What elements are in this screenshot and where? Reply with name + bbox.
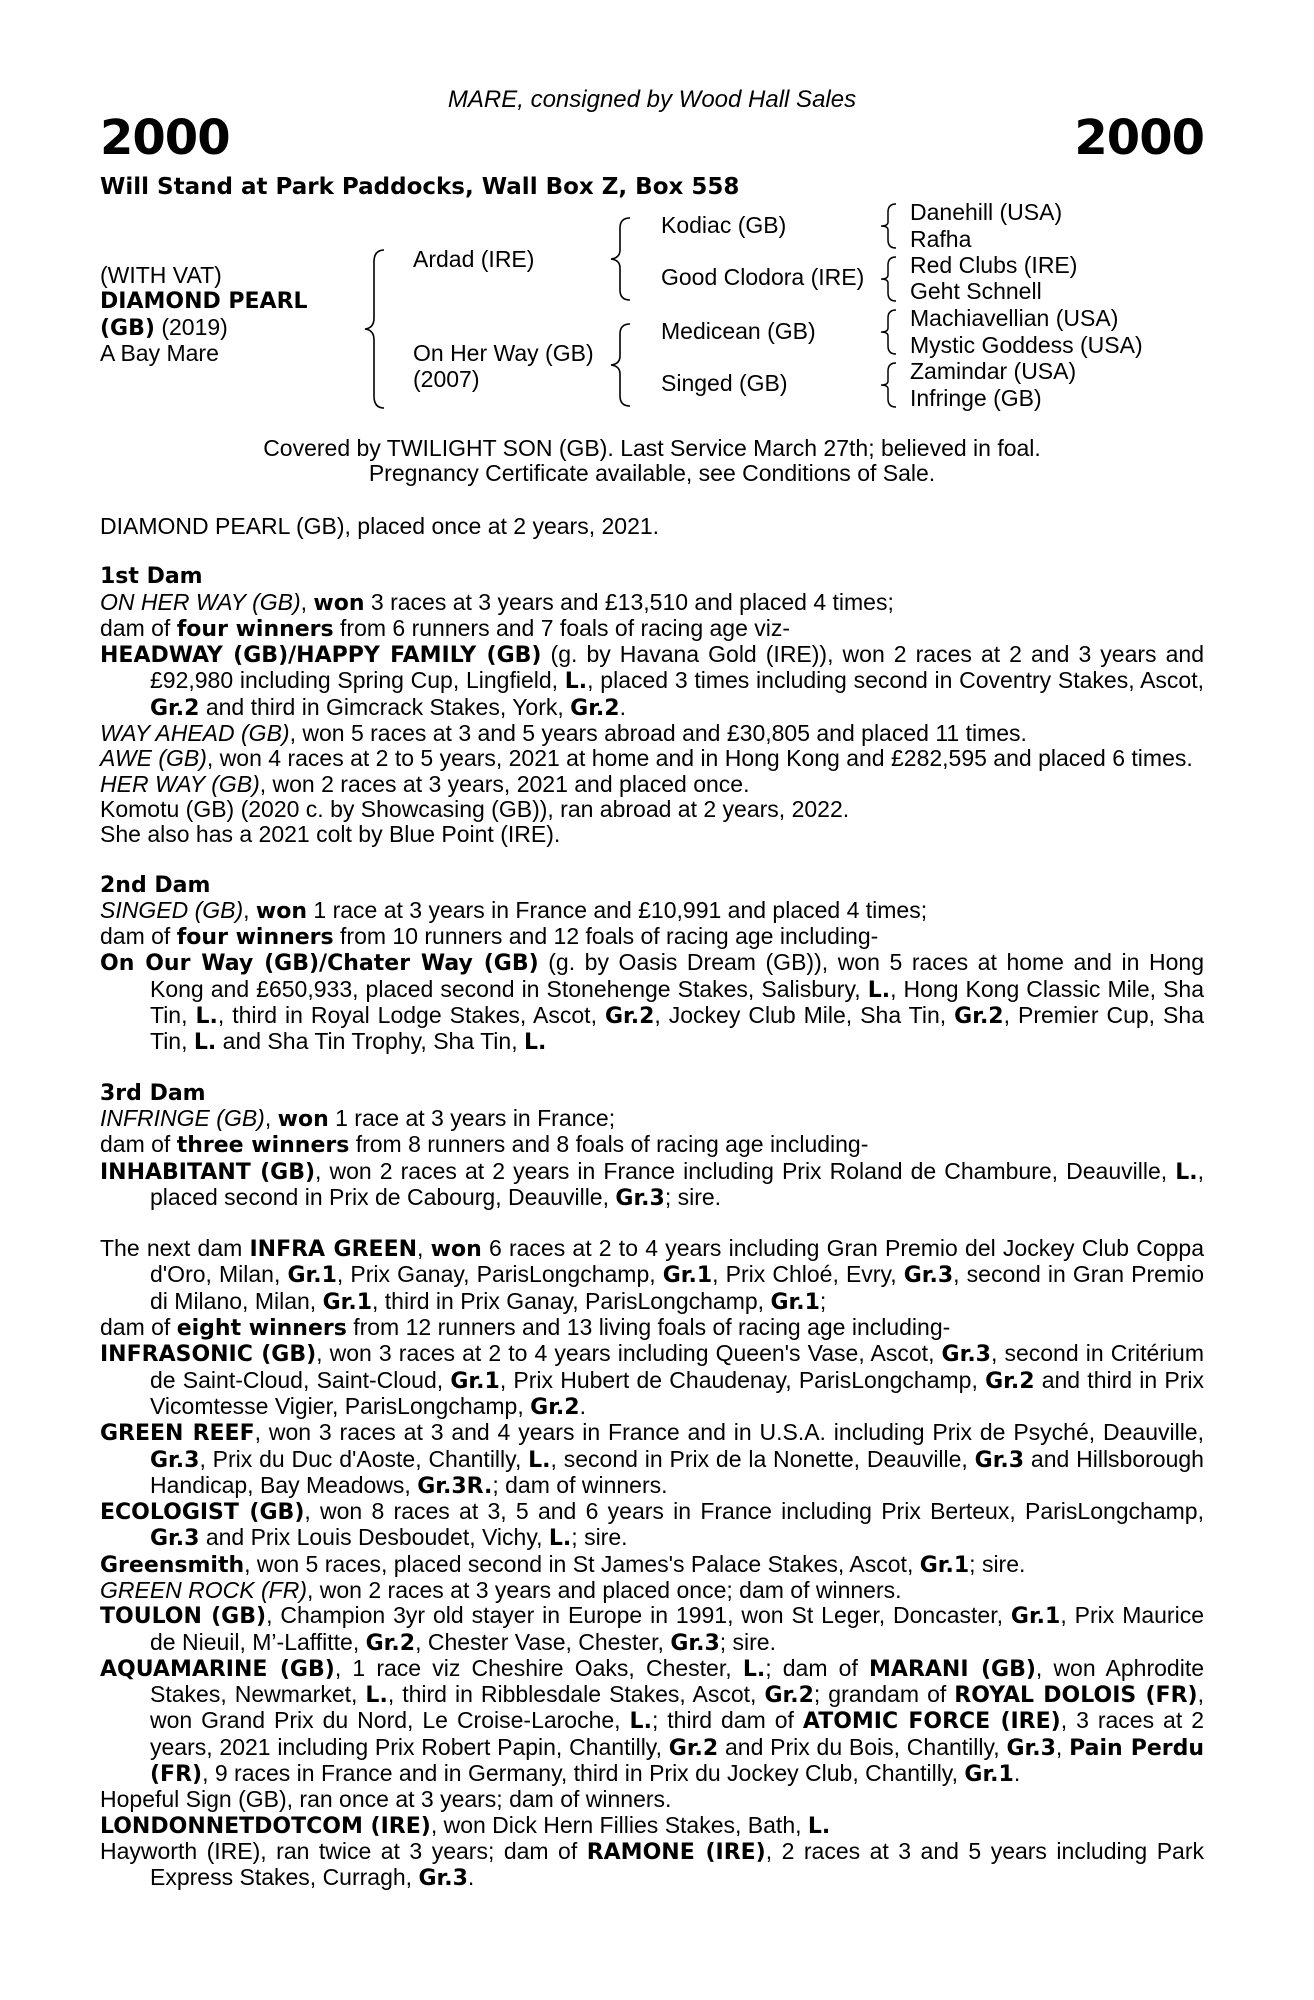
catalogue-page (100, 0, 1204, 2000)
winners-count: eight winners (176, 1316, 347, 1342)
horse-name: Pain Perdu (FR) (150, 1735, 1205, 1788)
horse-name: ROYAL DOLOIS (FR) (954, 1683, 1198, 1709)
dam-name: INFRINGE (GB) (100, 1104, 265, 1131)
lot-number-left: 2000 (100, 110, 230, 166)
text: , third in Prix Ganay, ParisLongchamp, (372, 1287, 771, 1314)
text: , won 3 races at 3 and 4 years in France and in U.S.A. including Prix de Psyché, Deauville, (254, 1419, 1204, 1446)
produce-entry (100, 1341, 1204, 1420)
grade: Gr.2 (668, 1735, 719, 1761)
produce-entry (100, 1499, 1204, 1552)
horse-name: LONDONNETDOTCOM (IRE) (100, 1813, 431, 1839)
winners-count: three winners (176, 1133, 350, 1159)
text: , Prix Hubert de Chaudenay, ParisLongchamp, (499, 1366, 986, 1393)
grade: Gr.1 (322, 1289, 373, 1315)
horse-country-year (100, 315, 228, 341)
grade: L. (195, 1004, 218, 1030)
text: , third in Royal Lodge Stakes, Ascot, (217, 1002, 605, 1029)
covered-line-2: Pregnancy Certificate available, see Conditions of Sale. (368, 460, 936, 486)
grade: L. (1175, 1159, 1198, 1185)
dam-dam: Singed (GB) (661, 370, 788, 396)
text: (g. by Oasis Dream (GB)), won 5 races at home and in Hong Kong and £650,933, placed second in Stonehenge Stakes, Salisbury, (150, 949, 1204, 1002)
text: from 6 runners and 7 foals of racing age viz- (333, 614, 791, 641)
text: ; (819, 1287, 827, 1314)
produce-entry (100, 772, 1204, 797)
sire-dam: Good Clodora (IRE) (661, 264, 865, 290)
horse-name: AWE (GB) (100, 745, 207, 772)
horse-name: HEADWAY (GB)/HAPPY FAMILY (GB) (100, 643, 542, 669)
grade: Gr.1 (662, 1263, 713, 1289)
grade: Gr.2 (954, 1004, 1004, 1030)
grade: Gr.2 (604, 1004, 655, 1030)
dam: On Her Way (GB) (413, 340, 594, 366)
second-dam-record: SINGED (GB), won 1 race at 3 years in France and £10,991 and placed 4 times; (100, 896, 928, 924)
text: ; sire. (719, 1628, 776, 1655)
text: and third in Gimcrack Stakes, York, (199, 693, 571, 720)
text: 6 races at 2 to 4 years including Gran Premio del Jockey Club Coppa d'Oro, Milan, (150, 1235, 1205, 1288)
text: , second in Gran Premio di Milano, Milan, (150, 1261, 1205, 1314)
sire-dam-dam: Geht Schnell (910, 278, 1042, 304)
grade: Gr.2 (150, 695, 200, 721)
text: ; sire. (571, 1524, 628, 1551)
text: , Champion 3yr old stayer in Europe in 1991, won St Leger, Doncaster, (266, 1602, 1011, 1629)
horse-country: (GB) (100, 316, 155, 341)
text: and third in Prix Vicomtesse Vigier, ParisLongchamp, (150, 1366, 1204, 1419)
intro-line: DIAMOND PEARL (GB), placed once at 2 years, 2021. (100, 513, 660, 539)
text: , 1 race viz Cheshire Oaks, Chester, (334, 1654, 743, 1681)
text: from 12 runners and 13 living foals of racing age including- (346, 1314, 951, 1341)
text: and Hillsborough Handicap, Bay Meadows, (150, 1445, 1204, 1498)
grade: Gr.2 (365, 1630, 416, 1656)
text: , won 3 races at 2 to 4 years including Queen's Vase, Ascot, (316, 1340, 942, 1367)
text: ; dam of (765, 1654, 870, 1681)
text: . (579, 1392, 586, 1419)
covered-notice (100, 436, 1204, 486)
brace-g3 (876, 308, 906, 356)
produce-entry (100, 1420, 1204, 1499)
grade: L. (564, 669, 588, 695)
brace-sire-dam (362, 248, 402, 410)
text: , Hong Kong Classic Mile, Sha Tin, (150, 975, 1204, 1029)
won-label: won (255, 898, 308, 924)
text: , placed second in Prix de Cabourg, Deauville, (150, 1157, 1204, 1210)
grade: Gr.1 (964, 1762, 1014, 1788)
also-line: She also has a 2021 colt by Blue Point (IRE). (100, 821, 561, 848)
text: ; sire. (969, 1550, 1026, 1577)
produce-entry (100, 1578, 1204, 1603)
brace-g2 (876, 255, 906, 303)
grade: Gr.3 (150, 1447, 200, 1473)
text: , won Grand Prix du Nord, Le Croise-Laroche, (150, 1681, 1204, 1734)
text: and Prix du Bois, Chantilly, (718, 1733, 1007, 1760)
produce-entry (100, 1813, 1204, 1839)
dam-sire: Medicean (GB) (661, 318, 816, 344)
next-dam-record: The next dam INFRA GREEN, won 6 races at 2 to 4 years including Gran Premio del Jockey Club Coppa d'Oro, Milan, Gr.1, Prix Ganay, ParisLongchamp, Gr.1, Prix Chloé, Evry, Gr.3, second in Gran Premio di Milano, Milan, Gr.1, third in Prix Ganay, ParisLongchamp, Gr.1; (100, 1235, 1205, 1315)
text: from 8 runners and 8 foals of racing age including- (349, 1131, 869, 1158)
pedigree-table (100, 200, 1204, 430)
produce-entry (100, 721, 1204, 746)
text: , Premier Cup, Sha Tin, (150, 1002, 1204, 1055)
first-dam-record: ON HER WAY (GB), won 3 races at 3 years and £13,510 and placed 4 times; (100, 588, 894, 616)
winners-count: four winners (176, 616, 334, 642)
brace-sire-parents (608, 216, 648, 302)
brace-dam-parents (608, 322, 648, 408)
grade: Gr.2 (530, 1394, 580, 1420)
text: , Prix Ganay, ParisLongchamp, (336, 1261, 663, 1288)
text: , won Dick Hern Fillies Stakes, Bath, (430, 1811, 808, 1838)
sire-dam-sire: Red Clubs (IRE) (910, 252, 1078, 278)
text: , won 2 races at 2 years in France including Prix Roland de Chambure, Deauville, (315, 1157, 1176, 1184)
grade: L. (365, 1683, 388, 1709)
horse-name: ECOLOGIST (GB) (100, 1500, 305, 1526)
first-dam-heading: 1st Dam (100, 564, 203, 590)
text: ; third dam of (651, 1707, 803, 1734)
next-dam-produce (100, 1315, 1204, 1341)
grade: L. (193, 1030, 217, 1056)
grade: L. (807, 1813, 831, 1839)
dam-name: SINGED (GB) (100, 896, 244, 923)
horse-name: GREEN REEF (100, 1421, 255, 1447)
sire-sire: Kodiac (GB) (661, 212, 787, 238)
grade: L. (742, 1656, 766, 1682)
text: . (619, 693, 626, 720)
horse-name: GREEN ROCK (FR) (100, 1576, 307, 1603)
text: 1 race at 3 years in France; (328, 1104, 616, 1131)
text: , Chester Vase, Chester, (415, 1628, 671, 1655)
dam-dam-dam: Infringe (GB) (910, 385, 1042, 411)
produce-entry (100, 1552, 1204, 1578)
won-label: won (313, 590, 365, 616)
lot-number-right: 2000 (1074, 110, 1204, 166)
horse-name: RAMONE (IRE) (586, 1839, 766, 1865)
horse-name: Greensmith (100, 1552, 245, 1578)
horse-name: HER WAY (GB) (100, 770, 260, 797)
produce-entry (100, 1656, 1204, 1787)
text: 1 race at 3 years in France and £10,991 and placed 4 times; (307, 896, 928, 923)
grade: Gr.3 (150, 1526, 200, 1552)
horse-year: (2019) (154, 314, 228, 340)
text: ; sire. (664, 1183, 722, 1210)
text: , won 2 races at 3 years and placed once; dam of winners. (307, 1576, 902, 1603)
grade: Gr.3 (670, 1630, 720, 1656)
horse-name: TOULON (GB) (100, 1604, 267, 1630)
text: (g. by Havana Gold (IRE)), won 2 races at 2 and 3 years and £92,980 including Spring Cup, Lingfield, (150, 641, 1204, 694)
text: , second in Prix de la Nonette, Deauville, (550, 1445, 975, 1472)
produce-record (100, 514, 1204, 1892)
text: , won Aphrodite Stakes, Newmarket, (150, 1654, 1205, 1708)
grade: L. (528, 1447, 551, 1473)
grade: Gr.2 (764, 1683, 814, 1709)
horse-name: INFRASONIC (GB) (100, 1342, 317, 1368)
dam-name: INFRA GREEN (249, 1237, 418, 1263)
third-dam-heading: 3rd Dam (100, 1080, 206, 1106)
text: , 3 races at 2 years, 2021 including Prix Robert Papin, Chantilly, (150, 1707, 1204, 1760)
horse-name: WAY AHEAD (GB) (100, 720, 290, 747)
text: dam of (100, 1314, 177, 1341)
produce-entry (100, 1839, 1204, 1892)
text: dam of (100, 614, 177, 641)
produce-entry (100, 642, 1204, 721)
text: , Prix Maurice de Nieuil, M’-Laffitte, (150, 1602, 1204, 1655)
text: The next dam (100, 1235, 250, 1262)
produce-entry: Hopeful Sign (GB), ran once at 3 years; dam of winners. (100, 1786, 672, 1813)
horse-name: MARANI (GB) (869, 1656, 1036, 1682)
text: , Jockey Club Mile, Sha Tin, (654, 1002, 955, 1029)
text: dam of (100, 1131, 177, 1158)
horse-name: INHABITANT (GB) (100, 1159, 316, 1185)
brace-g4 (876, 361, 906, 409)
produce-entry (100, 1603, 1204, 1656)
grade: Gr.1 (450, 1368, 500, 1394)
grade: Gr.2 (570, 695, 620, 721)
grade: Gr.3 (903, 1263, 954, 1289)
text: , second in Critérium de Saint-Cloud, Saint-Cloud, (150, 1340, 1204, 1393)
grade: L. (524, 1030, 547, 1056)
consignor-line: MARE, consigned by Wood Hall Sales (447, 86, 857, 113)
text: , 9 races in France and in Germany, third in Prix du Jockey Club, Chantilly, (202, 1760, 965, 1787)
text: dam of (100, 923, 177, 950)
dam-sire-dam: Mystic Goddess (USA) (910, 332, 1143, 358)
text: and Prix Louis Desboudet, Vichy, (199, 1524, 549, 1551)
stand-location: Will Stand at Park Paddocks, Wall Box Z, Box 558 (100, 174, 740, 200)
horse-name: DIAMOND PEARL (100, 289, 308, 314)
sire-sire-sire: Danehill (USA) (910, 199, 1063, 225)
text: . (1013, 1760, 1021, 1787)
grade: Gr.3R. (417, 1473, 493, 1499)
text: , won 5 races, placed second in St James's Palace Stakes, Ascot, (244, 1550, 920, 1577)
grade: Gr.3 (941, 1342, 991, 1368)
text: , Prix du Duc d'Aoste, Chantilly, (199, 1445, 529, 1472)
second-dam-heading: 2nd Dam (100, 872, 211, 898)
covered-line-1: Covered by TWILIGHT SON (GB). Last Service March 27th; believed in foal. (263, 435, 1041, 461)
grade: Gr.3 (615, 1185, 665, 1211)
text: , third in Ribblesdale Stakes, Ascot, (387, 1681, 765, 1708)
third-dam-record: INFRINGE (GB), won 1 race at 3 years in France; (100, 1104, 616, 1132)
grade: Gr.2 (985, 1368, 1035, 1394)
grade: Gr.1 (770, 1289, 820, 1315)
horse-description: A Bay Mare (100, 340, 219, 366)
vat-label: (WITH VAT) (100, 262, 222, 288)
text: and Sha Tin Trophy, Sha Tin, (216, 1028, 524, 1055)
grade: Gr.3 (974, 1447, 1025, 1473)
grade: Gr.1 (1010, 1604, 1061, 1630)
produce-entry (100, 746, 1204, 771)
first-dam-produce (100, 616, 1204, 642)
grade: Gr.1 (287, 1263, 337, 1289)
winners-count: four winners (176, 925, 334, 951)
produce-entry (100, 1159, 1204, 1212)
produce-entry (100, 950, 1204, 1055)
text: , won 5 races at 3 and 5 years abroad and £30,805 and placed 11 times. (289, 720, 1027, 747)
dam-dam-sire: Zamindar (USA) (910, 358, 1077, 384)
grade: Gr.3 (418, 1866, 468, 1892)
text: , placed 3 times including second in Coventry Stakes, Ascot, (587, 667, 1205, 694)
horse-name: On Our Way (GB)/Chater Way (GB) (100, 951, 539, 977)
third-dam-produce (100, 1132, 1204, 1158)
brace-g1 (876, 202, 906, 250)
text: , won 2 races at 3 years, 2021 and placed once. (259, 770, 750, 797)
sire-sire-dam: Rafha (910, 226, 972, 252)
won-label: won (430, 1237, 482, 1263)
text: from 10 runners and 12 foals of racing age including- (333, 923, 879, 950)
grade: L. (867, 977, 891, 1003)
text: , won 4 races at 2 to 5 years, 2021 at home and in Hong Kong and £282,595 and placed 6 times. (206, 745, 1193, 772)
second-dam-produce (100, 924, 1204, 950)
text: , Prix Chloé, Evry, (712, 1261, 904, 1288)
text: . (467, 1864, 475, 1891)
dam-year: (2007) (413, 366, 480, 392)
text: , (1055, 1733, 1070, 1760)
text: Hayworth (IRE), ran twice at 3 years; dam of (100, 1837, 587, 1864)
grade: L. (548, 1526, 572, 1552)
text: 3 races at 3 years and £13,510 and placed 4 times; (364, 588, 894, 615)
grade: Gr.1 (919, 1552, 970, 1578)
grade: Gr.3 (1006, 1735, 1056, 1761)
dam-sire-sire: Machiavellian (USA) (910, 305, 1119, 331)
text: ; grandam of (813, 1681, 955, 1708)
horse-name: AQUAMARINE (GB) (100, 1656, 335, 1682)
produce-entry: Komotu (GB) (2020 c. by Showcasing (GB)), ran abroad at 2 years, 2022. (100, 795, 850, 822)
grade: L. (629, 1709, 652, 1735)
text: , won 8 races at 3, 5 and 6 years in France including Prix Berteux, ParisLongchamp, (304, 1498, 1204, 1525)
text: , 2 races at 3 and 5 years including Park Express Stakes, Curragh, (150, 1837, 1204, 1891)
horse-name: ATOMIC FORCE (IRE) (802, 1709, 1061, 1735)
text: ; dam of winners. (492, 1471, 668, 1498)
won-label: won (277, 1106, 329, 1132)
dam-name: ON HER WAY (GB) (100, 588, 301, 615)
sire: Ardad (IRE) (413, 246, 535, 272)
